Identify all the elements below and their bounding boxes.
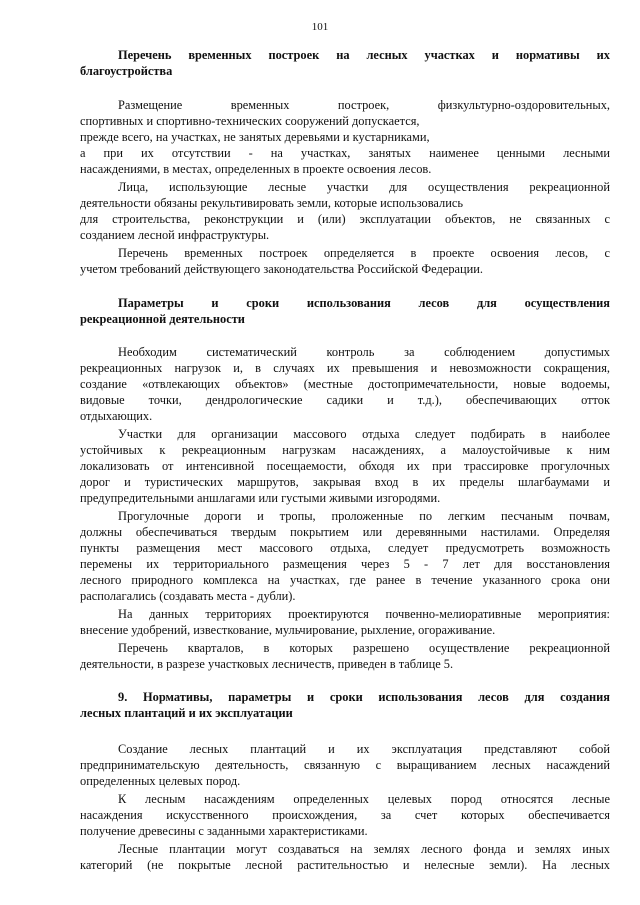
paragraph-placement-line3: прежде всего, на участках, не занятых деревьями и кустарниками, [80,130,430,144]
paragraph-plantation-lands-line2: категорий (не покрытые лесной растительностью и нелесные земли). На лесных [80,858,610,872]
paragraph-control-line4: видовые точки, дендрологические садики и т.д.), обеспечивающих отток [80,393,610,407]
paragraph-list-defined-line1: Перечень временных построек определяется в проекте освоения лесов, с [118,246,610,260]
paragraph-target-species-line2: насаждения искусственного происхождения, за счет которых обеспечивается [80,808,610,822]
paragraph-placement-line4: а при их отсутствии - на участках, занятых наименее ценными лесными [80,146,610,160]
heading-plantations-line2: лесных плантаций и их эксплуатации [80,706,293,720]
paragraph-placement-line1: Размещение временных построек, физкультурно-оздоровительных, [118,98,610,112]
paragraph-control-line3: создание «отвлекающих объектов» (местные достопримечательности, новые водоемы, [80,377,610,391]
paragraph-walking-paths-line6: располагались (создавать места - дубли). [80,589,296,603]
paragraph-quarters-list-line2: деятельности, в разрезе участковых лесничеств, приведен в таблице 5. [80,657,454,671]
heading-temporary-buildings-line1: Перечень временных построек на лесных участках и нормативы их [118,48,610,62]
paragraph-placement-line5: насаждениями, в местах, определенных в проекте освоения лесов. [80,162,432,176]
paragraph-mass-recreation-line2: устойчивых к рекреационным нагрузкам насаждениях, а малоустойчивые к ним [80,443,610,457]
paragraph-walking-paths-line3: пункты размещения мест массового отдыха, следует предусмотреть возможность [80,541,610,555]
paragraph-plantation-lands-line1: Лесные плантации могут создаваться на землях лесного фонда и землях иных [118,842,610,856]
paragraph-target-species-line1: К лесным насаждениям определенных целевых пород относятся лесные [118,792,610,806]
paragraph-target-species-line3: получение древесины с заданными характеристиками. [80,824,368,838]
paragraph-soil-measures-line2: внесение удобрений, известкование, мульчирование, рыхление, огораживание. [80,623,496,637]
paragraph-mass-recreation-line3: локализовать от интенсивной посещаемости, обходя их при трассировке прогулочных [80,459,610,473]
paragraph-plantations-business-line3: определенных целевых пород. [80,774,241,788]
heading-recreation-parameters-line1: Параметры и сроки использования лесов для осуществления [118,296,610,310]
paragraph-plantations-business-line1: Создание лесных плантаций и их эксплуатация представляют собой [118,742,610,756]
paragraph-reclamation-line3: для строительства, реконструкции и (или) эксплуатации объектов, не связанных с [80,212,610,226]
page-number: 101 [311,21,329,33]
paragraph-mass-recreation-line4: дорог и туристических маршрутов, закрывая вход в их пределы шлагбаумами и [80,475,610,489]
paragraph-mass-recreation-line5: предупредительными аншлагами или густыми живыми изгородями. [80,491,441,505]
paragraph-walking-paths-line5: лесного природного комплекса на участках, где ранее в течение указанного срока они [80,573,610,587]
paragraph-list-defined-line2: учетом требований действующего законодательства Российской Федерации. [80,262,484,276]
paragraph-control-line2: рекреационных нагрузок и, в случаях их превышения и невозможности сокращения, [80,361,610,375]
heading-recreation-parameters-line2: рекреационной деятельности [80,312,245,326]
paragraph-reclamation-line2: деятельности обязаны рекультивировать земли, которые использовались [80,196,464,210]
paragraph-quarters-list-line1: Перечень кварталов, в которых разрешено осуществление рекреационной [118,641,610,655]
paragraph-plantations-business-line2: предпринимательскую деятельность, связанную с выращиванием лесных насаждений [80,758,610,772]
paragraph-control-line5: отдыхающих. [80,409,153,423]
paragraph-walking-paths-line2: должны обеспечиваться твердым покрытием или деревянными настилами. Определяя [80,525,610,539]
paragraph-reclamation-line4: созданием лесной инфраструктуры. [80,228,270,242]
heading-plantations-line1: 9. Нормативы, параметры и сроки использования лесов для создания [118,690,610,704]
paragraph-soil-measures-line1: На данных территориях проектируются почвенно-мелиоративные мероприятия: [118,607,610,621]
paragraph-placement-line2: спортивных и спортивно-технических сооружений допускается, [80,114,420,128]
paragraph-walking-paths-line1: Прогулочные дороги и тропы, проложенные по легким песчаным почвам, [118,509,610,523]
heading-temporary-buildings-line2: благоустройства [80,64,173,78]
paragraph-mass-recreation-line1: Участки для организации массового отдыха следует подбирать в наиболее [118,427,610,441]
paragraph-walking-paths-line4: перемены их территориального размещения через 5 - 7 лет для восстановления [80,557,610,571]
paragraph-control-line1: Необходим систематический контроль за соблюдением допустимых [118,345,610,359]
paragraph-reclamation-line1: Лица, использующие лесные участки для осуществления рекреационной [118,180,610,194]
